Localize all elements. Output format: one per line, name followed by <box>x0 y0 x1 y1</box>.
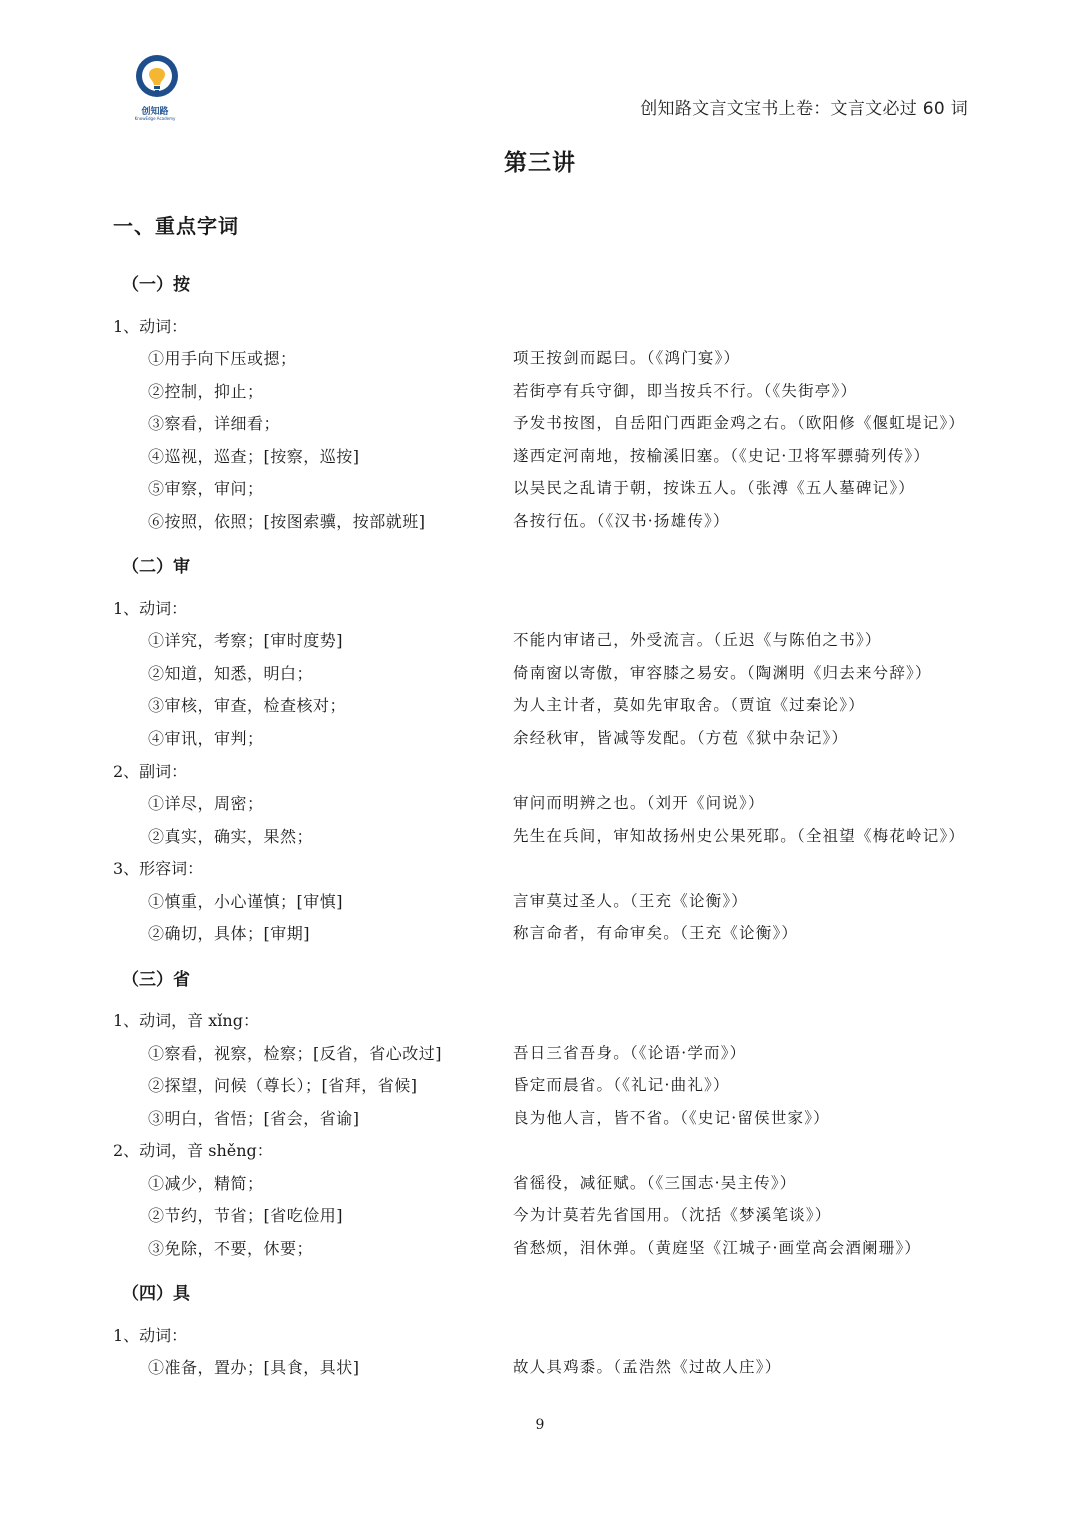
example-sentence: 故人具鸡黍。（孟浩然《过故人庄》） <box>513 1358 782 1376</box>
definition: ①准备，置办；[具食，具状] <box>148 1358 360 1377</box>
pos-heading: 1、动词： <box>113 317 188 336</box>
definition: ①详尽，周密； <box>148 794 264 813</box>
word-heading: （四）具 <box>122 1284 190 1304</box>
example-sentence: 吾日三省吾身。（《论语·学而》） <box>513 1044 747 1062</box>
header-title: 创知路文言文宝书上卷：文言文必过 60 词 <box>640 99 968 119</box>
pos-heading: 2、副词： <box>113 762 188 781</box>
pos-heading: 1、动词，音 xǐng： <box>113 1011 259 1030</box>
definition: ③察看，详细看； <box>148 414 281 433</box>
section-title: 一、重点字词 <box>113 214 239 238</box>
definition: ①用手向下压或摁； <box>148 349 297 368</box>
pos-heading: 2、动词，音 shěng： <box>113 1141 273 1160</box>
definition: ②真实，确实，果然； <box>148 827 314 846</box>
pos-heading: 1、动词： <box>113 1326 188 1345</box>
definition: ③审核，审查，检查核对； <box>148 696 347 715</box>
example-sentence: 先生在兵间，审知故扬州史公果死耶。（全祖望《梅花岭记》） <box>513 827 966 845</box>
example-sentence: 昏定而晨省。（《礼记·曲礼》） <box>513 1076 730 1094</box>
example-sentence: 良为他人言，皆不省。（《史记·留侯世家》） <box>513 1109 830 1127</box>
example-sentence: 省徭役，减征赋。（《三国志·吴主传》） <box>513 1174 797 1192</box>
example-sentence: 今为计莫若先省国用。（沈括《梦溪笔谈》） <box>513 1206 832 1224</box>
word-heading: （三）省 <box>122 970 190 990</box>
definition: ④审讯，审判； <box>148 729 264 748</box>
definition: ①详究，考察；[审时度势] <box>148 631 343 650</box>
definition: ②节约，节省；[省吃俭用] <box>148 1206 343 1225</box>
word-heading: （一）按 <box>122 275 190 295</box>
example-sentence: 言审莫过圣人。（王充《论衡》） <box>513 892 749 910</box>
definition: ②确切，具体；[审期] <box>148 924 310 943</box>
example-sentence: 称言命者，有命审矣。（王充《论衡》） <box>513 924 799 942</box>
example-sentence: 若街亭有兵守御，即当按兵不行。（《失街亭》） <box>513 382 858 400</box>
example-sentence: 余经秋审，皆减等发配。（方苞《狱中杂记》） <box>513 729 849 747</box>
example-sentence: 予发书按图，自岳阳门西距金鸡之右。（欧阳修《偃虹堤记》） <box>513 414 966 432</box>
logo-name: 创知路 <box>141 107 169 117</box>
definition: ③免除，不要，休要； <box>148 1239 314 1258</box>
pos-heading: 3、形容词： <box>113 859 204 878</box>
example-sentence: 以吴民之乱请于朝，按诛五人。（张溥《五人墓碑记》） <box>513 479 916 497</box>
example-sentence: 为人主计者，莫如先审取舍。（贾谊《过秦论》） <box>513 696 865 714</box>
definition: ①察看，视察，检察；[反省，省心改过] <box>148 1044 442 1063</box>
example-sentence: 审问而明辨之也。（刘开《问说》） <box>513 794 765 812</box>
definition: ③明白，省悟；[省会，省谕] <box>148 1109 360 1128</box>
word-heading: （二）审 <box>122 557 190 577</box>
example-sentence: 项王按剑而跽曰。（《鸿门宴》） <box>513 349 741 367</box>
lecture-title: 第三讲 <box>504 149 576 176</box>
example-sentence: 遂西定河南地，按榆溪旧塞。（《史记·卫将军骠骑列传》） <box>513 447 931 465</box>
example-sentence: 各按行伍。（《汉书·扬雄传》） <box>513 512 730 530</box>
example-sentence: 不能内审诸己，外受流言。（丘迟《与陈伯之书》） <box>513 631 882 649</box>
definition: ②控制，抑止； <box>148 382 264 401</box>
example-sentence: 省愁烦，泪休弹。（黄庭坚《江城子·画堂高会酒阑珊》） <box>513 1239 922 1257</box>
definition: ②知道，知悉，明白； <box>148 664 314 683</box>
logo-subtitle: KnowEdge Academy <box>134 116 176 121</box>
definition: ②探望，问候（尊长）；[省拜，省候] <box>148 1076 418 1095</box>
example-sentence: 倚南窗以寄傲，审容膝之易安。（陶渊明《归去来兮辞》） <box>513 664 932 682</box>
page-number: 9 <box>535 1417 545 1433</box>
definition: ④巡视，巡查；[按察，巡按] <box>148 447 360 466</box>
pos-heading: 1、动词： <box>113 599 188 618</box>
definition: ⑤审察，审问； <box>148 479 264 498</box>
definition: ①减少，精简； <box>148 1174 264 1193</box>
definition: ⑥按照，依照；[按图索骥，按部就班] <box>148 512 426 531</box>
definition: ①慎重，小心谨慎；[审慎] <box>148 892 343 911</box>
